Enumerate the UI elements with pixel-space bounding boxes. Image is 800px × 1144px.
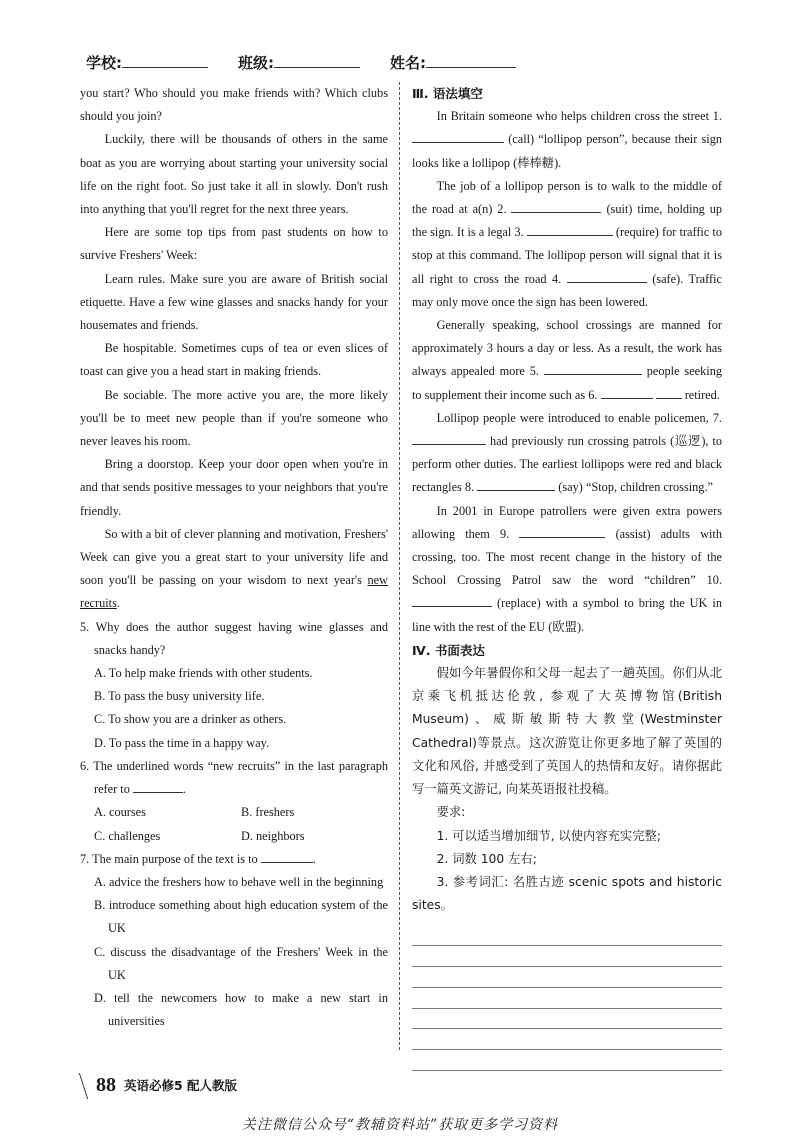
q6-options-row-2 bbox=[80, 825, 388, 848]
q5-option-d[interactable]: D. To pass the time in a happy way. bbox=[94, 735, 270, 750]
writing-line[interactable] bbox=[412, 946, 722, 967]
question-7 bbox=[80, 848, 388, 871]
blank-10[interactable] bbox=[412, 595, 492, 607]
grammar-text: In 2001 in Europe patrollers were given extra powers allowing them 9. bbox=[412, 503, 722, 541]
grammar-text: Lollipop people were introduced to enable policemen, 7. bbox=[436, 410, 722, 425]
grammar-text: (call) “lollipop person”, because their sign looks like a lollipop (棒棒糖). bbox=[412, 132, 722, 170]
requirements-label: 要求: bbox=[436, 805, 466, 820]
grammar-text: (suit) time, holding up the sign. It is a legal 3. bbox=[412, 202, 723, 240]
q5-option-c[interactable]: C. To show you are a drinker as others. bbox=[94, 712, 287, 727]
footer bbox=[78, 1072, 237, 1098]
passage-paragraph-8 bbox=[80, 523, 388, 616]
passage-paragraph-6: Be sociable. The more active you are, the more likely you'll be to meet new people than if you're someone who never leaves his room. bbox=[80, 387, 388, 449]
class-field bbox=[238, 52, 360, 73]
q6-option-c[interactable]: C. challenges bbox=[94, 828, 161, 843]
grammar-text: Generally speaking, school crossings are manned for approximately 3 hours a day or less. As a result, the work has always appealed more 5. bbox=[412, 318, 722, 379]
blank-9[interactable] bbox=[519, 526, 605, 538]
school-label: 学校: bbox=[86, 54, 122, 72]
grammar-text: retired. bbox=[684, 387, 720, 402]
blank-8[interactable] bbox=[477, 479, 555, 491]
passage-paragraph-4: Learn rules. Make sure you are aware of British social etiquette. Have a few wine glasses and snacks handy for your housemates and friends. bbox=[80, 271, 388, 333]
paragraph-8-text: So with a bit of clever planning and motivation, Freshers' Week can give you a great start to your university life and soon you'll be passing on your wisdom to next year's bbox=[80, 526, 388, 588]
header bbox=[86, 52, 726, 76]
right-column bbox=[412, 82, 722, 1071]
blank-4[interactable] bbox=[567, 271, 647, 283]
q6-option-a[interactable]: A. courses bbox=[94, 805, 146, 820]
q5-option-a[interactable]: A. To help make friends with other students. bbox=[94, 666, 313, 681]
grammar-paragraph-3 bbox=[412, 314, 722, 407]
q6-option-b[interactable]: B. freshers bbox=[241, 805, 295, 820]
grammar-text: The job of a lollipop person is to walk to the middle of the road at a(n) 2. bbox=[412, 178, 722, 217]
name-field bbox=[390, 52, 516, 73]
q6-end: . bbox=[182, 782, 186, 797]
name-label: 姓名: bbox=[390, 54, 426, 72]
blank-6-continued[interactable] bbox=[656, 387, 682, 399]
q7-text: 7. The main purpose of the text is to bbox=[80, 851, 258, 866]
q6-answer-blank[interactable] bbox=[133, 781, 183, 793]
writing-line[interactable] bbox=[412, 967, 722, 988]
page-number: 88 bbox=[96, 1073, 116, 1096]
q7-option-d[interactable]: D. tell the newcomers how to make a new start in universities bbox=[94, 990, 388, 1029]
q5-option-b[interactable]: B. To pass the busy university life. bbox=[94, 689, 265, 704]
class-blank[interactable] bbox=[274, 54, 360, 68]
grammar-paragraph-2 bbox=[412, 175, 722, 314]
writing-line[interactable] bbox=[412, 988, 722, 1009]
grammar-text: In Britain someone who helps children cross the street 1. bbox=[436, 109, 722, 124]
writing-line[interactable] bbox=[412, 1029, 722, 1050]
q6-option-d[interactable]: D. neighbors bbox=[241, 828, 305, 843]
q7-end: . bbox=[312, 851, 316, 866]
blank-2[interactable] bbox=[511, 201, 601, 213]
grammar-paragraph-5 bbox=[412, 500, 722, 639]
passage-paragraph-3: Here are some top tips from past students on how to survive Freshers' Week: bbox=[80, 225, 388, 263]
writing-line[interactable] bbox=[412, 1050, 722, 1071]
left-column bbox=[80, 82, 388, 1033]
question-5: 5. Why does the author suggest having wine glasses and snacks handy? bbox=[80, 619, 388, 657]
grammar-text: (require) for traffic to stop at this command. The lollipop person will signal that it is all right to cross the road 4. bbox=[412, 225, 722, 286]
q6-text: 6. The underlined words “new recruits” in the last paragraph refer to bbox=[80, 758, 388, 797]
grammar-text: people seeking to supplement their income such as 6. bbox=[412, 364, 722, 402]
blank-1[interactable] bbox=[412, 131, 504, 143]
passage-paragraph-5: Be hospitable. Sometimes cups of tea or even slices of toast can give you a head start in making friends. bbox=[80, 341, 388, 379]
blank-6[interactable] bbox=[601, 387, 653, 399]
q7-option-a[interactable]: A. advice the freshers how to behave well in the beginning bbox=[94, 874, 384, 889]
section-3-heading: Ⅲ. 语法填空 bbox=[412, 86, 483, 101]
section-4-heading: Ⅳ. 书面表达 bbox=[412, 642, 485, 658]
grammar-paragraph-4 bbox=[412, 407, 722, 500]
column-divider bbox=[399, 82, 400, 1050]
passage-paragraph-2: Luckily, there will be thousands of others in the same boat as you are worrying about starting your university social life on the right foot. So just take it all in slowly. Don't rush into anything that you'll regret for the next three years. bbox=[80, 132, 388, 217]
wechat-note: 关注微信公众号“教辅资料站”获取更多学习资料 bbox=[241, 1117, 559, 1133]
writing-line[interactable] bbox=[412, 1009, 722, 1030]
blank-3[interactable] bbox=[527, 224, 613, 236]
q7-answer-blank[interactable] bbox=[261, 851, 313, 863]
writing-line[interactable] bbox=[412, 925, 722, 946]
grammar-text: (say) “Stop, children crossing.” bbox=[558, 480, 713, 495]
page-slash-decoration bbox=[78, 1073, 92, 1097]
grammar-paragraph-1 bbox=[412, 105, 722, 175]
grammar-text: had previously run crossing patrols (巡逻), to perform other duties. The earliest lollipops were red and black rectangles 8. bbox=[412, 434, 722, 495]
q7-option-c[interactable]: C. discuss the disadvantage of the Freshers' Week in the UK bbox=[94, 944, 388, 982]
question-6 bbox=[80, 755, 388, 801]
q7-option-b[interactable]: B. introduce something about high education system of the UK bbox=[94, 898, 388, 936]
blank-5[interactable] bbox=[544, 363, 642, 375]
requirement-1: 1. 可以适当增加细节, 以使内容充实完整; bbox=[436, 828, 661, 843]
blank-7[interactable] bbox=[412, 433, 486, 445]
requirement-2: 2. 词数 100 左右; bbox=[436, 851, 537, 866]
writing-area[interactable] bbox=[412, 925, 722, 1071]
passage-paragraph-1: you start? Who should you make friends with? Which clubs should you join? bbox=[80, 86, 388, 124]
grammar-text: (safe). Traffic may only move once the sign has been lowered. bbox=[412, 271, 722, 309]
new-recruits-underlined: new recruits bbox=[80, 573, 388, 611]
book-title: 英语必修5 配人教版 bbox=[124, 1078, 238, 1093]
class-label: 班级: bbox=[238, 54, 274, 72]
school-field bbox=[86, 52, 208, 73]
paragraph-8-end: . bbox=[116, 596, 120, 611]
name-blank[interactable] bbox=[426, 54, 516, 68]
grammar-text: (assist) adults with crossing, too. The most recent change in the history of the School Crossing Patrol saw the word “children” 10. bbox=[412, 526, 723, 588]
school-blank[interactable] bbox=[122, 54, 208, 68]
q6-options-row-1 bbox=[80, 801, 388, 824]
writing-prompt: 假如今年暑假你和父母一起去了一趟英国。你们从北京乘飞机抵达伦敦, 参观了大英博物馆(British Museum)、威斯敏斯特大教堂(Westminster Cathedral)等景点。这次游览让你更多地了解了英国的文化和风俗, 并感受到了英国人的热情和友好。请你据此写一篇英文游记, 向某英语报社投稿。 bbox=[412, 666, 722, 797]
passage-paragraph-7: Bring a doorstop. Keep your door open when you're in and that sends positive messages to your neighbors that you're friendly. bbox=[80, 457, 388, 518]
grammar-text: (replace) with a symbol to bring the UK in line with the rest of the EU (欧盟). bbox=[412, 596, 722, 634]
requirement-3: 3. 参考词汇: 名胜古迹 scenic spots and historic sites。 bbox=[412, 874, 722, 913]
